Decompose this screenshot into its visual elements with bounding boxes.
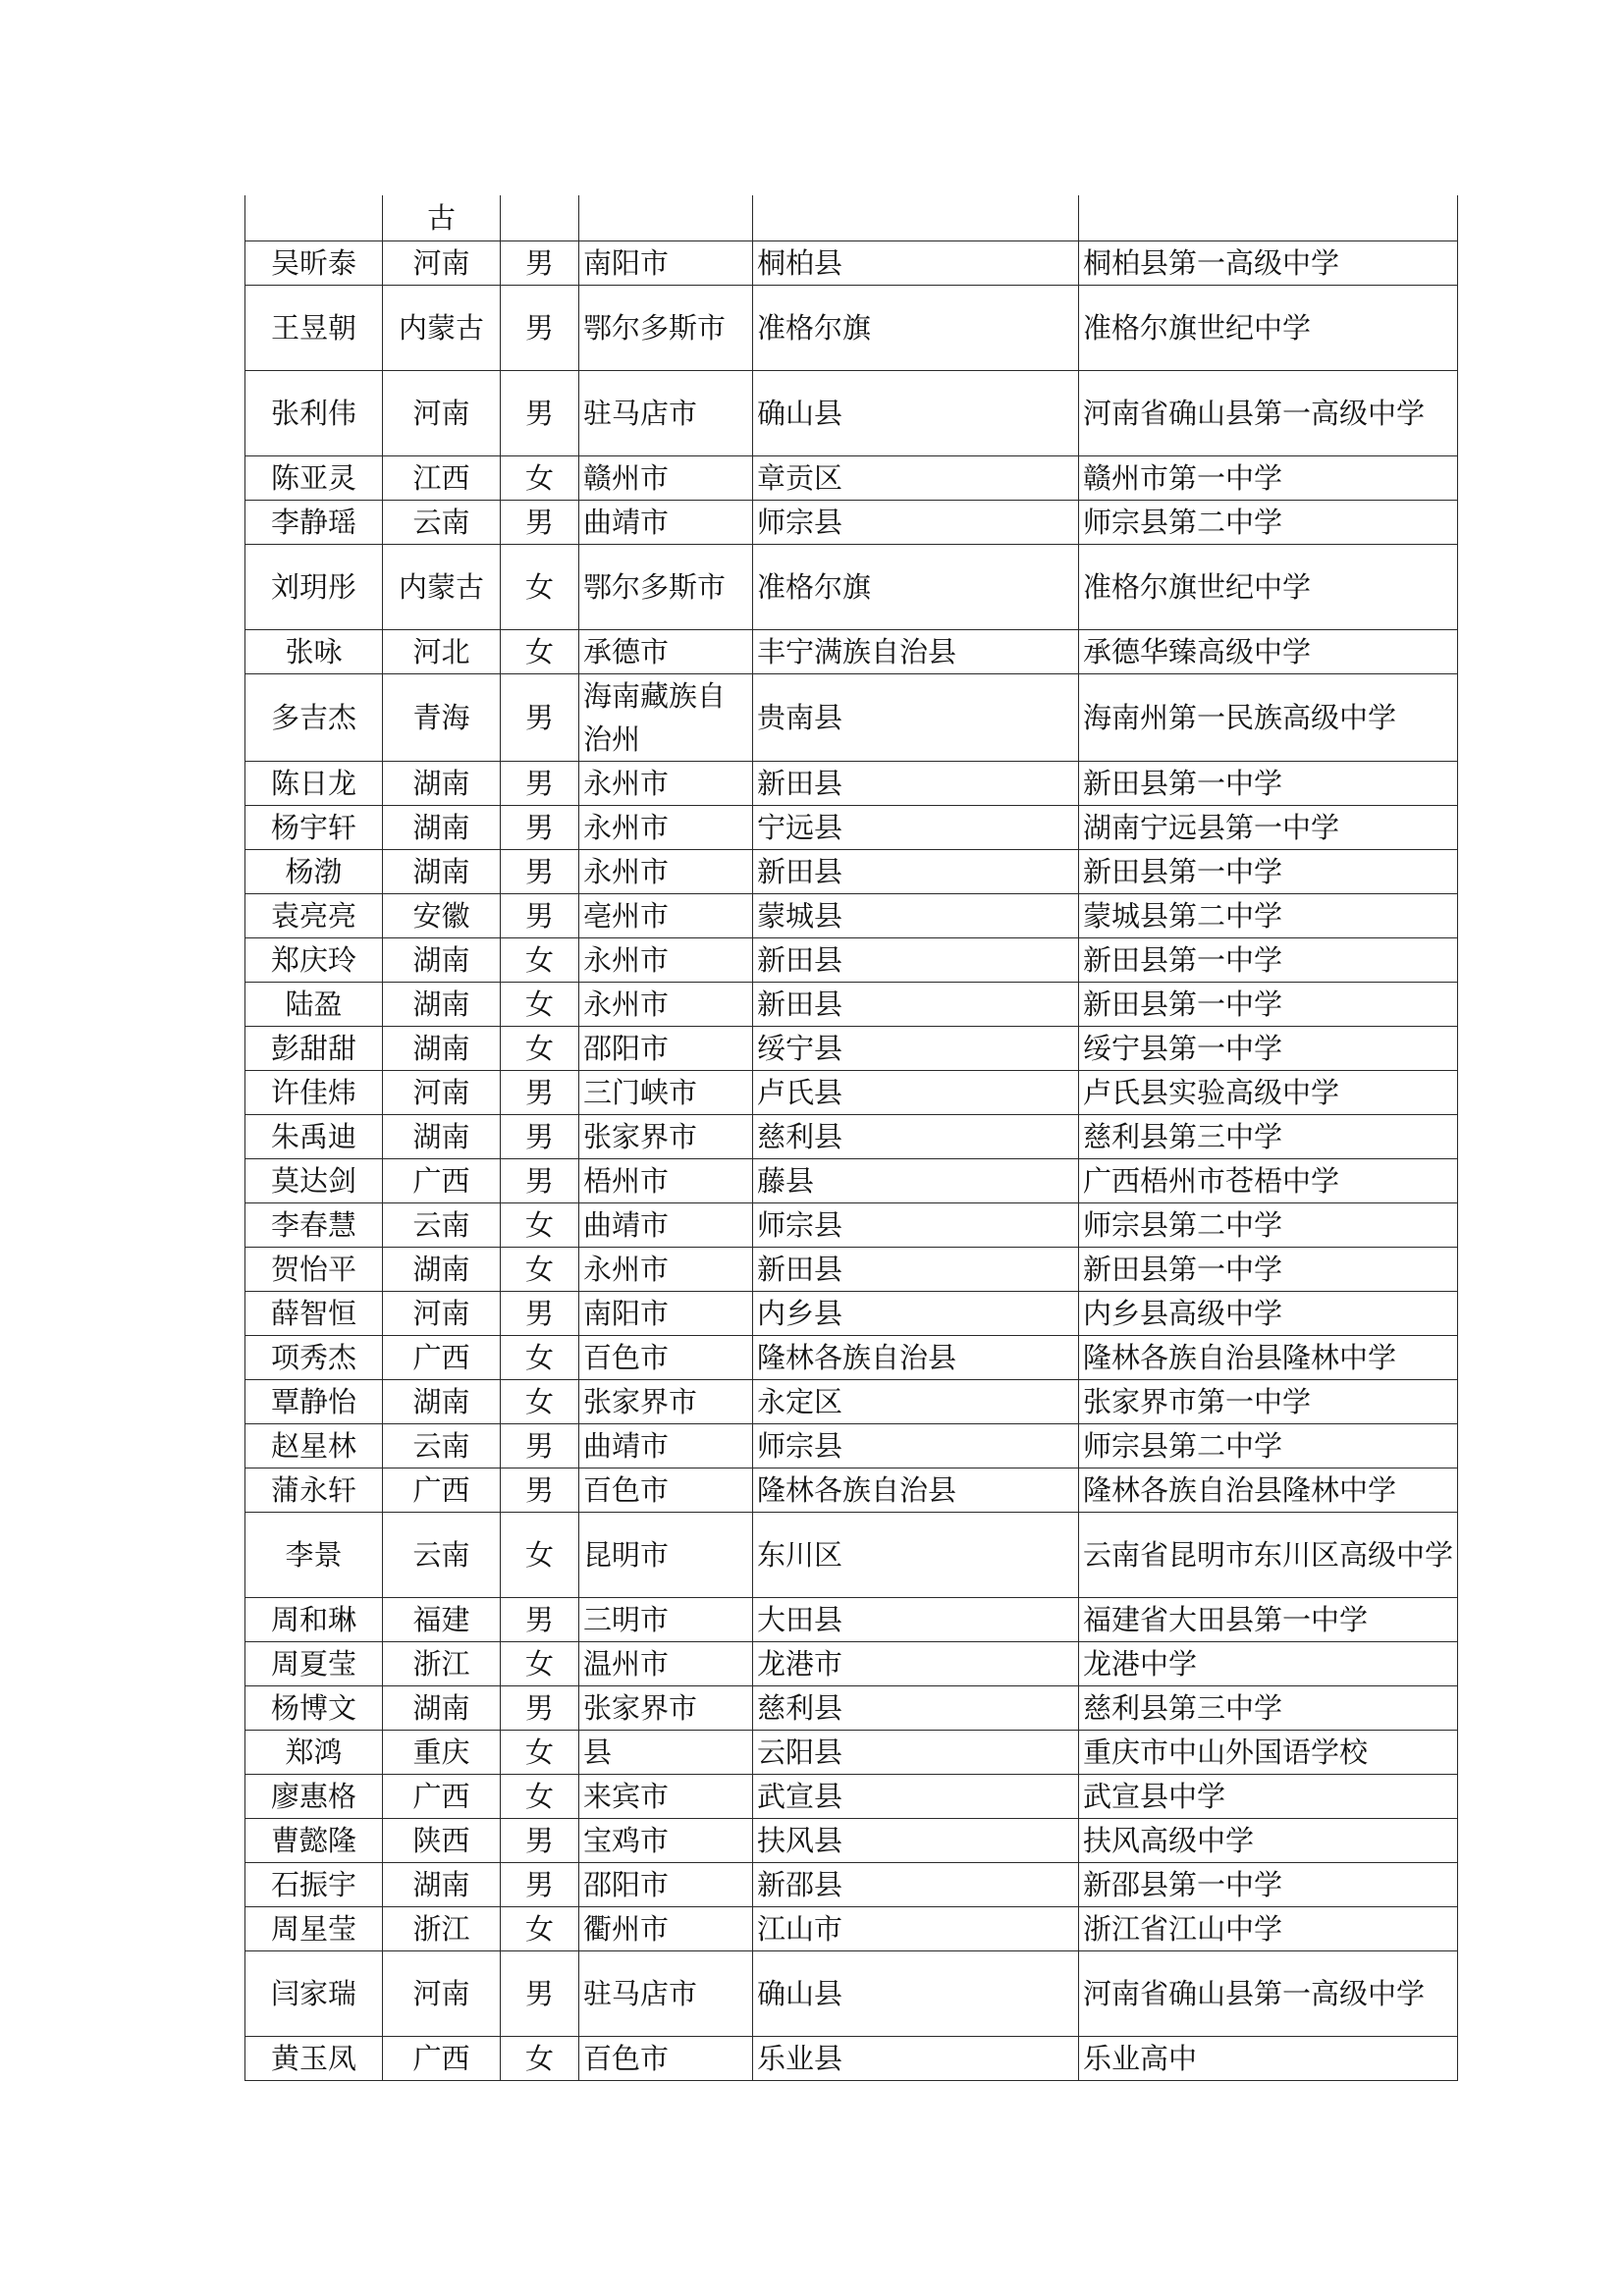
province-cell: 河南	[383, 240, 501, 285]
county-cell: 永定区	[753, 1379, 1079, 1423]
county-cell: 藤县	[753, 1158, 1079, 1202]
gender-cell: 女	[501, 1247, 579, 1291]
table-row	[245, 1906, 1458, 1950]
county-cell: 确山县	[753, 1950, 1079, 2036]
province-cell: 云南	[383, 1512, 501, 1597]
gender-cell: 女	[501, 544, 579, 629]
table-row	[245, 1512, 1458, 1597]
table-row	[245, 1774, 1458, 1818]
table-row	[245, 1247, 1458, 1291]
province-cell: 陕西	[383, 1818, 501, 1862]
city-cell: 温州市	[579, 1641, 753, 1685]
province-cell: 湖南	[383, 805, 501, 849]
province-cell: 云南	[383, 1202, 501, 1247]
province-cell: 浙江	[383, 1641, 501, 1685]
province-cell: 广西	[383, 2036, 501, 2080]
city-cell: 来宾市	[579, 1774, 753, 1818]
county-cell: 新邵县	[753, 1862, 1079, 1906]
city-cell: 县	[579, 1730, 753, 1774]
province-cell: 浙江	[383, 1906, 501, 1950]
city-cell: 赣州市	[579, 455, 753, 500]
school-cell: 张家界市第一中学	[1079, 1379, 1458, 1423]
name-cell: 杨宇轩	[245, 805, 383, 849]
table-row	[245, 1597, 1458, 1641]
name-cell: 杨渤	[245, 849, 383, 893]
province-cell: 内蒙古	[383, 285, 501, 370]
city-cell: 百色市	[579, 1468, 753, 1512]
gender-cell: 女	[501, 1202, 579, 1247]
city-cell: 承德市	[579, 629, 753, 673]
school-cell: 新田县第一中学	[1079, 982, 1458, 1026]
gender-cell: 男	[501, 1685, 579, 1730]
school-cell	[1079, 195, 1458, 240]
province-cell: 云南	[383, 1423, 501, 1468]
city-cell: 衢州市	[579, 1906, 753, 1950]
county-cell: 新田县	[753, 761, 1079, 805]
county-cell: 龙港市	[753, 1641, 1079, 1685]
table-row	[245, 761, 1458, 805]
city-cell: 永州市	[579, 849, 753, 893]
county-cell	[753, 195, 1079, 240]
table-row	[245, 849, 1458, 893]
table-row	[245, 629, 1458, 673]
school-cell: 赣州市第一中学	[1079, 455, 1458, 500]
name-cell: 陈日龙	[245, 761, 383, 805]
gender-cell: 男	[501, 1158, 579, 1202]
gender-cell: 女	[501, 1730, 579, 1774]
table-row	[245, 1202, 1458, 1247]
city-cell: 三明市	[579, 1597, 753, 1641]
name-cell: 郑庆玲	[245, 937, 383, 982]
province-cell: 重庆	[383, 1730, 501, 1774]
province-cell: 内蒙古	[383, 544, 501, 629]
city-cell: 宝鸡市	[579, 1818, 753, 1862]
school-cell: 新田县第一中学	[1079, 761, 1458, 805]
name-cell: 杨博文	[245, 1685, 383, 1730]
school-cell: 重庆市中山外国语学校	[1079, 1730, 1458, 1774]
gender-cell	[501, 195, 579, 240]
gender-cell: 男	[501, 1291, 579, 1335]
gender-cell: 男	[501, 285, 579, 370]
city-cell: 南阳市	[579, 240, 753, 285]
county-cell: 乐业县	[753, 2036, 1079, 2080]
city-cell: 三门峡市	[579, 1070, 753, 1114]
table-row	[245, 1950, 1458, 2036]
county-cell: 新田县	[753, 849, 1079, 893]
school-cell: 内乡县高级中学	[1079, 1291, 1458, 1335]
school-cell: 新邵县第一中学	[1079, 1862, 1458, 1906]
county-cell: 卢氏县	[753, 1070, 1079, 1114]
gender-cell: 女	[501, 1026, 579, 1070]
province-cell: 江西	[383, 455, 501, 500]
county-cell: 内乡县	[753, 1291, 1079, 1335]
county-cell: 师宗县	[753, 1423, 1079, 1468]
city-cell: 曲靖市	[579, 500, 753, 544]
province-cell: 广西	[383, 1335, 501, 1379]
school-cell: 扶风高级中学	[1079, 1818, 1458, 1862]
gender-cell: 女	[501, 937, 579, 982]
gender-cell: 男	[501, 370, 579, 455]
county-cell: 隆林各族自治县	[753, 1468, 1079, 1512]
table-row	[245, 1335, 1458, 1379]
table-row	[245, 2036, 1458, 2080]
table-row	[245, 1423, 1458, 1468]
school-cell: 云南省昆明市东川区高级中学	[1079, 1512, 1458, 1597]
name-cell: 陆盈	[245, 982, 383, 1026]
table-row	[245, 1685, 1458, 1730]
city-cell	[579, 195, 753, 240]
city-cell: 永州市	[579, 982, 753, 1026]
table-row	[245, 240, 1458, 285]
school-cell: 慈利县第三中学	[1079, 1114, 1458, 1158]
name-cell: 蒲永轩	[245, 1468, 383, 1512]
province-cell: 河北	[383, 629, 501, 673]
school-cell: 慈利县第三中学	[1079, 1685, 1458, 1730]
city-cell: 百色市	[579, 2036, 753, 2080]
county-cell: 绥宁县	[753, 1026, 1079, 1070]
table-row	[245, 673, 1458, 761]
city-cell: 永州市	[579, 805, 753, 849]
province-cell: 湖南	[383, 1247, 501, 1291]
name-cell: 薛智恒	[245, 1291, 383, 1335]
county-cell: 宁远县	[753, 805, 1079, 849]
city-cell: 永州市	[579, 761, 753, 805]
table-row	[245, 805, 1458, 849]
name-cell: 赵星林	[245, 1423, 383, 1468]
table-row	[245, 1730, 1458, 1774]
name-cell: 覃静怡	[245, 1379, 383, 1423]
school-cell: 卢氏县实验高级中学	[1079, 1070, 1458, 1114]
table-row	[245, 937, 1458, 982]
city-cell: 鄂尔多斯市	[579, 544, 753, 629]
city-cell: 驻马店市	[579, 370, 753, 455]
name-cell: 黄玉凤	[245, 2036, 383, 2080]
table-row	[245, 285, 1458, 370]
school-cell: 师宗县第二中学	[1079, 500, 1458, 544]
name-cell: 李景	[245, 1512, 383, 1597]
province-cell: 广西	[383, 1468, 501, 1512]
county-cell: 蒙城县	[753, 893, 1079, 937]
table-body	[245, 195, 1458, 2080]
student-roster-table	[244, 195, 1458, 2081]
school-cell: 浙江省江山中学	[1079, 1906, 1458, 1950]
city-cell: 海南藏族自治州	[579, 673, 753, 761]
school-cell: 河南省确山县第一高级中学	[1079, 1950, 1458, 2036]
county-cell: 桐柏县	[753, 240, 1079, 285]
city-cell: 永州市	[579, 937, 753, 982]
name-cell: 张利伟	[245, 370, 383, 455]
province-cell: 湖南	[383, 849, 501, 893]
gender-cell: 男	[501, 1423, 579, 1468]
city-cell: 驻马店市	[579, 1950, 753, 2036]
school-cell: 乐业高中	[1079, 2036, 1458, 2080]
name-cell: 郑鸿	[245, 1730, 383, 1774]
county-cell: 江山市	[753, 1906, 1079, 1950]
gender-cell: 女	[501, 455, 579, 500]
province-cell: 福建	[383, 1597, 501, 1641]
gender-cell: 男	[501, 761, 579, 805]
province-cell: 云南	[383, 500, 501, 544]
gender-cell: 男	[501, 673, 579, 761]
gender-cell: 女	[501, 1512, 579, 1597]
county-cell: 章贡区	[753, 455, 1079, 500]
school-cell: 武宣县中学	[1079, 1774, 1458, 1818]
province-cell: 河南	[383, 1950, 501, 2036]
province-cell: 青海	[383, 673, 501, 761]
gender-cell: 女	[501, 1379, 579, 1423]
city-cell: 张家界市	[579, 1379, 753, 1423]
county-cell: 准格尔旗	[753, 285, 1079, 370]
gender-cell: 男	[501, 849, 579, 893]
province-cell: 湖南	[383, 1379, 501, 1423]
school-cell: 河南省确山县第一高级中学	[1079, 370, 1458, 455]
table-row	[245, 370, 1458, 455]
name-cell: 石振宇	[245, 1862, 383, 1906]
province-cell: 湖南	[383, 1862, 501, 1906]
name-cell: 朱禹迪	[245, 1114, 383, 1158]
county-cell: 确山县	[753, 370, 1079, 455]
gender-cell: 男	[501, 893, 579, 937]
table-row	[245, 1026, 1458, 1070]
province-cell: 湖南	[383, 761, 501, 805]
school-cell: 龙港中学	[1079, 1641, 1458, 1685]
province-cell: 广西	[383, 1158, 501, 1202]
province-cell: 湖南	[383, 1026, 501, 1070]
county-cell: 武宣县	[753, 1774, 1079, 1818]
gender-cell: 女	[501, 982, 579, 1026]
province-cell: 湖南	[383, 1685, 501, 1730]
gender-cell: 女	[501, 2036, 579, 2080]
county-cell: 丰宁满族自治县	[753, 629, 1079, 673]
county-cell: 新田县	[753, 1247, 1079, 1291]
city-cell: 曲靖市	[579, 1202, 753, 1247]
city-cell: 张家界市	[579, 1685, 753, 1730]
name-cell: 许佳炜	[245, 1070, 383, 1114]
county-cell: 东川区	[753, 1512, 1079, 1597]
county-cell: 扶风县	[753, 1818, 1079, 1862]
table-row	[245, 893, 1458, 937]
school-cell: 蒙城县第二中学	[1079, 893, 1458, 937]
name-cell: 周夏莹	[245, 1641, 383, 1685]
school-cell: 福建省大田县第一中学	[1079, 1597, 1458, 1641]
province-cell: 湖南	[383, 982, 501, 1026]
name-cell: 陈亚灵	[245, 455, 383, 500]
school-cell: 承德华臻高级中学	[1079, 629, 1458, 673]
table-row	[245, 1379, 1458, 1423]
school-cell: 隆林各族自治县隆林中学	[1079, 1468, 1458, 1512]
city-cell: 鄂尔多斯市	[579, 285, 753, 370]
city-cell: 邵阳市	[579, 1862, 753, 1906]
table-row	[245, 1291, 1458, 1335]
name-cell	[245, 195, 383, 240]
school-cell: 桐柏县第一高级中学	[1079, 240, 1458, 285]
province-cell: 河南	[383, 1291, 501, 1335]
school-cell: 新田县第一中学	[1079, 1247, 1458, 1291]
table-row	[245, 1114, 1458, 1158]
table-row	[245, 544, 1458, 629]
school-cell: 海南州第一民族高级中学	[1079, 673, 1458, 761]
city-cell: 曲靖市	[579, 1423, 753, 1468]
county-cell: 慈利县	[753, 1685, 1079, 1730]
gender-cell: 男	[501, 500, 579, 544]
county-cell: 师宗县	[753, 1202, 1079, 1247]
gender-cell: 女	[501, 1335, 579, 1379]
name-cell: 莫达剑	[245, 1158, 383, 1202]
table-row	[245, 195, 1458, 240]
name-cell: 多吉杰	[245, 673, 383, 761]
name-cell: 曹懿隆	[245, 1818, 383, 1862]
name-cell: 袁亮亮	[245, 893, 383, 937]
name-cell: 周星莹	[245, 1906, 383, 1950]
gender-cell: 女	[501, 1906, 579, 1950]
province-cell: 安徽	[383, 893, 501, 937]
table-row	[245, 455, 1458, 500]
name-cell: 项秀杰	[245, 1335, 383, 1379]
gender-cell: 男	[501, 1950, 579, 2036]
gender-cell: 男	[501, 1070, 579, 1114]
table-row	[245, 1641, 1458, 1685]
province-cell: 广西	[383, 1774, 501, 1818]
name-cell: 刘玥彤	[245, 544, 383, 629]
name-cell: 周和琳	[245, 1597, 383, 1641]
city-cell: 南阳市	[579, 1291, 753, 1335]
school-cell: 新田县第一中学	[1079, 849, 1458, 893]
county-cell: 新田县	[753, 937, 1079, 982]
school-cell: 新田县第一中学	[1079, 937, 1458, 982]
table-row	[245, 1862, 1458, 1906]
name-cell: 彭甜甜	[245, 1026, 383, 1070]
gender-cell: 女	[501, 1774, 579, 1818]
name-cell: 李静瑶	[245, 500, 383, 544]
school-cell: 师宗县第二中学	[1079, 1202, 1458, 1247]
county-cell: 师宗县	[753, 500, 1079, 544]
table-row	[245, 500, 1458, 544]
city-cell: 昆明市	[579, 1512, 753, 1597]
school-cell: 准格尔旗世纪中学	[1079, 544, 1458, 629]
county-cell: 慈利县	[753, 1114, 1079, 1158]
table-row	[245, 1070, 1458, 1114]
county-cell: 贵南县	[753, 673, 1079, 761]
table-row	[245, 1468, 1458, 1512]
table-row	[245, 1818, 1458, 1862]
city-cell: 梧州市	[579, 1158, 753, 1202]
name-cell: 贺怡平	[245, 1247, 383, 1291]
gender-cell: 男	[501, 1818, 579, 1862]
city-cell: 亳州市	[579, 893, 753, 937]
province-cell: 湖南	[383, 1114, 501, 1158]
school-cell: 绥宁县第一中学	[1079, 1026, 1458, 1070]
school-cell: 湖南宁远县第一中学	[1079, 805, 1458, 849]
table-row	[245, 1158, 1458, 1202]
gender-cell: 女	[501, 629, 579, 673]
gender-cell: 女	[501, 1641, 579, 1685]
county-cell: 云阳县	[753, 1730, 1079, 1774]
gender-cell: 男	[501, 1114, 579, 1158]
name-cell: 廖惠格	[245, 1774, 383, 1818]
city-cell: 百色市	[579, 1335, 753, 1379]
gender-cell: 男	[501, 1862, 579, 1906]
school-cell: 隆林各族自治县隆林中学	[1079, 1335, 1458, 1379]
province-cell: 湖南	[383, 937, 501, 982]
gender-cell: 男	[501, 1468, 579, 1512]
name-cell: 吴昕泰	[245, 240, 383, 285]
county-cell: 隆林各族自治县	[753, 1335, 1079, 1379]
province-cell: 河南	[383, 370, 501, 455]
table-row	[245, 982, 1458, 1026]
name-cell: 张咏	[245, 629, 383, 673]
name-cell: 李春慧	[245, 1202, 383, 1247]
county-cell: 新田县	[753, 982, 1079, 1026]
province-cell: 河南	[383, 1070, 501, 1114]
school-cell: 广西梧州市苍梧中学	[1079, 1158, 1458, 1202]
county-cell: 大田县	[753, 1597, 1079, 1641]
school-cell: 准格尔旗世纪中学	[1079, 285, 1458, 370]
name-cell: 闫家瑞	[245, 1950, 383, 2036]
province-cell: 古	[383, 195, 501, 240]
gender-cell: 男	[501, 1597, 579, 1641]
county-cell: 准格尔旗	[753, 544, 1079, 629]
gender-cell: 男	[501, 240, 579, 285]
city-cell: 张家界市	[579, 1114, 753, 1158]
name-cell: 王昱朝	[245, 285, 383, 370]
school-cell: 师宗县第二中学	[1079, 1423, 1458, 1468]
city-cell: 邵阳市	[579, 1026, 753, 1070]
city-cell: 永州市	[579, 1247, 753, 1291]
gender-cell: 男	[501, 805, 579, 849]
